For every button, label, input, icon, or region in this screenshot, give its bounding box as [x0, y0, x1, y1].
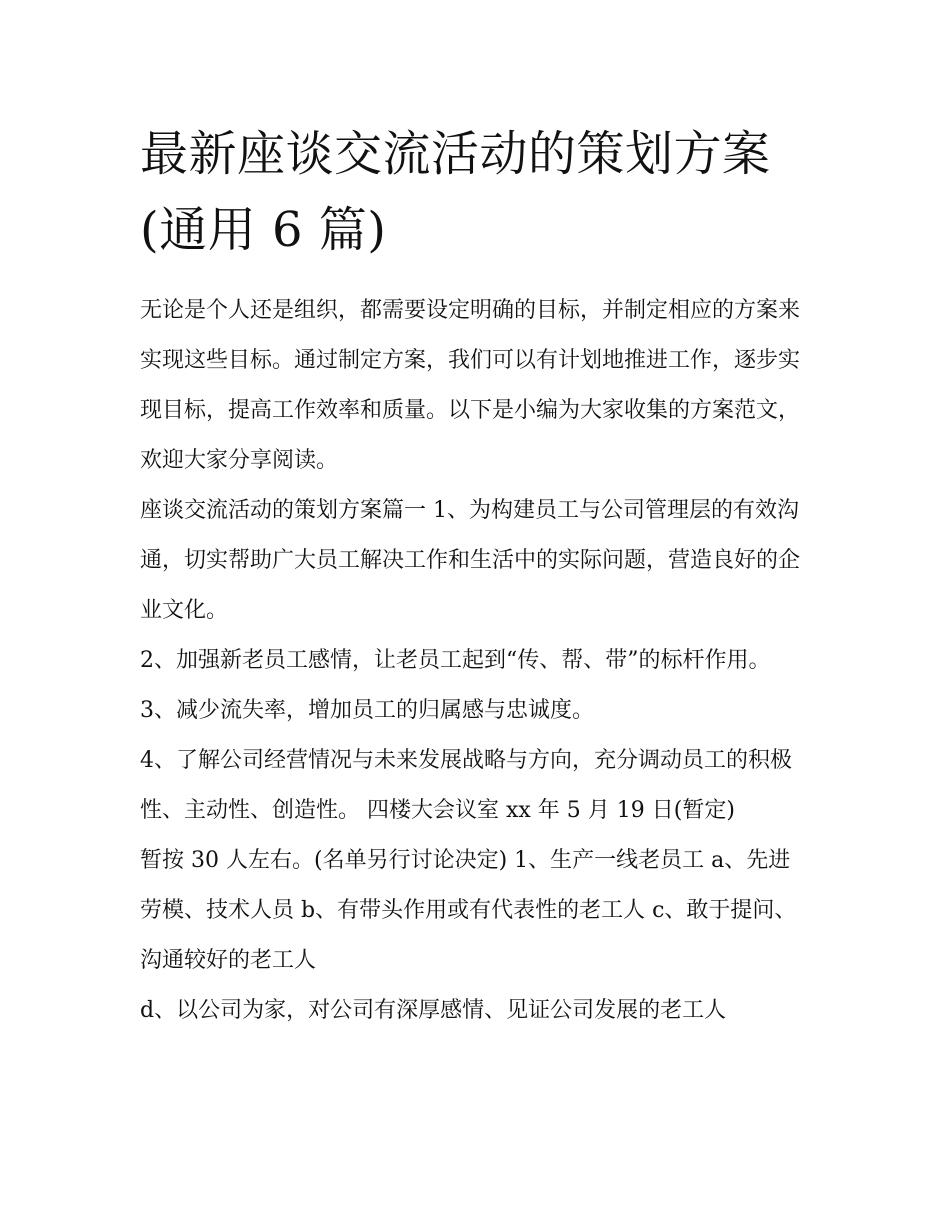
paragraph-participants-d: d、以公司为家，对公司有深厚感情、见证公司发展的老工人: [140, 998, 727, 1023]
document-page: [140, 0, 812, 1036]
title-line-2: (通用 6 篇): [140, 202, 387, 258]
paragraph-item-2-3: 2、加强新老员工感情，让老员工起到“传、帮、带”的标杆作用。 3、减少流失率，增加员工的归属感与忠诚度。: [140, 648, 771, 723]
document-title: [140, 0, 812, 268]
paragraph-participants: 暂按 30 人左右。(名单另行讨论决定) 1、生产一线老员工 a、先进劳模、技术人员 b、有带头作用或有代表性的老工人 c、敢于提问、沟通较好的老工人: [140, 848, 797, 973]
paragraph-item-4: 4、了解公司经营情况与未来发展战略与方向，充分调动员工的积极性、主动性、创造性。 四楼大会议室 xx 年 5 月 19 日(暂定): [140, 748, 792, 823]
paragraph-section-1: 座谈交流活动的策划方案篇一 1、为构建员工与公司管理层的有效沟通，切实帮助广大员工解决工作和生活中的实际问题，营造良好的企业文化。: [140, 498, 801, 623]
paragraph-intro: 无论是个人还是组织，都需要设定明确的目标，并制定相应的方案来实现这些目标。通过制定方案，我们可以有计划地推进工作，逐步实现目标，提高工作效率和质量。以下是小编为大家收集的方案范文，欢迎大家分享阅读。: [140, 298, 801, 473]
document-body: [140, 286, 812, 1036]
title-line-1: 最新座谈交流活动的策划方案: [140, 126, 771, 182]
